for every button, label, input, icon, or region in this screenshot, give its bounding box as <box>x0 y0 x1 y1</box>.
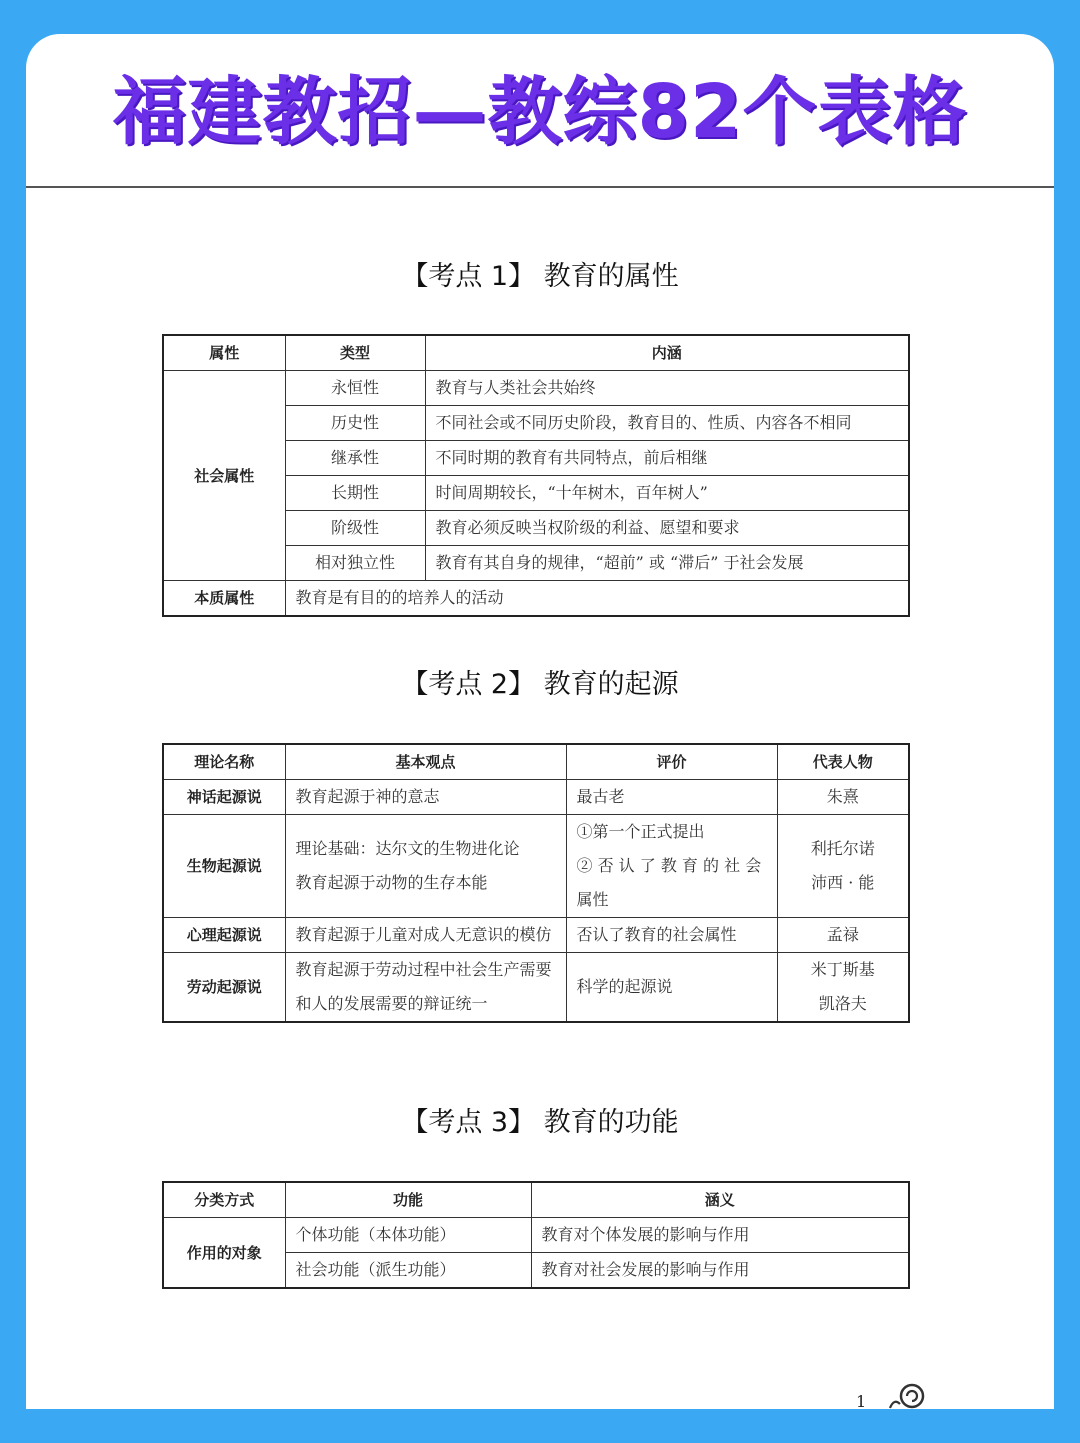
eval-cell: 否认了教育的社会属性 <box>566 918 777 953</box>
document-card <box>26 34 1054 1409</box>
type-cell: 历史性 <box>285 406 425 441</box>
theory-name-cell: 生物起源说 <box>163 815 285 918</box>
page-number: 1 <box>856 1392 867 1409</box>
desc-cell: 不同时期的教育有共同特点，前后相继 <box>425 441 909 476</box>
desc-cell: 不同社会或不同历史阶段，教育目的、性质、内容各不相同 <box>425 406 909 441</box>
desc-cell: 教育有其自身的规律，“超前” 或 “滞后” 于社会发展 <box>425 546 909 581</box>
row-group-label: 作用的对象 <box>163 1218 285 1289</box>
header-cell: 内涵 <box>425 335 909 371</box>
people-cell: 朱熹 <box>777 780 909 815</box>
header-cell: 涵义 <box>531 1182 909 1218</box>
table-row <box>163 953 909 1023</box>
table-header-row <box>163 744 909 780</box>
headline: 福建教招—教综82个表格 <box>112 69 968 155</box>
theory-name-cell: 劳动起源说 <box>163 953 285 1023</box>
people-cell: 孟禄 <box>777 918 909 953</box>
type-cell: 永恒性 <box>285 371 425 406</box>
header-divider <box>26 186 1054 188</box>
theory-name-cell: 心理起源说 <box>163 918 285 953</box>
people-cell: 利托尔诺 沛西 · 能 <box>777 815 909 918</box>
view-cell: 理论基础：达尔文的生物进化论 教育起源于动物的生存本能 <box>285 815 566 918</box>
header-cell: 功能 <box>285 1182 531 1218</box>
table-row <box>163 371 909 406</box>
desc-cell: 教育与人类社会共始终 <box>425 371 909 406</box>
table-row <box>163 1218 909 1253</box>
table-education-function <box>162 1181 910 1289</box>
theory-name-cell: 神话起源说 <box>163 780 285 815</box>
header-cell: 类型 <box>285 335 425 371</box>
header-cell: 属性 <box>163 335 285 371</box>
meaning-cell: 教育对社会发展的影响与作用 <box>531 1253 909 1289</box>
type-cell: 长期性 <box>285 476 425 511</box>
header-cell: 评价 <box>566 744 777 780</box>
people-cell: 米丁斯基 凯洛夫 <box>777 953 909 1023</box>
view-cell: 教育起源于劳动过程中社会生产需要和人的发展需要的辩证统一 <box>285 953 566 1023</box>
table-education-origin <box>162 743 910 1023</box>
section3-title: 【考点 3】 教育的功能 <box>401 1107 679 1138</box>
eval-cell: 科学的起源说 <box>566 953 777 1023</box>
header-cell: 基本观点 <box>285 744 566 780</box>
eval-cell: 最古老 <box>566 780 777 815</box>
row-group-label: 社会属性 <box>163 371 285 581</box>
meaning-cell: 教育对个体发展的影响与作用 <box>531 1218 909 1253</box>
header-cell: 代表人物 <box>777 744 909 780</box>
row-group-label: 本质属性 <box>163 581 285 617</box>
section2-title: 【考点 2】 教育的起源 <box>401 669 679 700</box>
view-cell: 教育起源于儿童对成人无意识的模仿 <box>285 918 566 953</box>
header-cell: 理论名称 <box>163 744 285 780</box>
desc-cell: 时间周期较长，“十年树木，百年树人” <box>425 476 909 511</box>
eval-cell: ①第一个正式提出 ② 否 认 了 教 育 的 社 会 属性 <box>566 815 777 918</box>
table-row <box>163 581 909 617</box>
function-cell: 个体功能（本体功能） <box>285 1218 531 1253</box>
table-education-attributes <box>162 334 910 617</box>
table-row <box>163 815 909 918</box>
table-header-row <box>163 335 909 371</box>
function-cell: 社会功能（派生功能） <box>285 1253 531 1289</box>
view-cell: 教育起源于神的意志 <box>285 780 566 815</box>
table-header-row <box>163 1182 909 1218</box>
snail-logo-icon <box>888 1380 928 1409</box>
desc-cell: 教育必须反映当权阶级的利益、愿望和要求 <box>425 511 909 546</box>
table-row <box>163 918 909 953</box>
header-cell: 分类方式 <box>163 1182 285 1218</box>
type-cell: 相对独立性 <box>285 546 425 581</box>
type-cell: 继承性 <box>285 441 425 476</box>
type-cell: 阶级性 <box>285 511 425 546</box>
desc-cell: 教育是有目的的培养人的活动 <box>285 581 909 617</box>
section1-title: 【考点 1】 教育的属性 <box>401 261 679 292</box>
table-row <box>163 780 909 815</box>
